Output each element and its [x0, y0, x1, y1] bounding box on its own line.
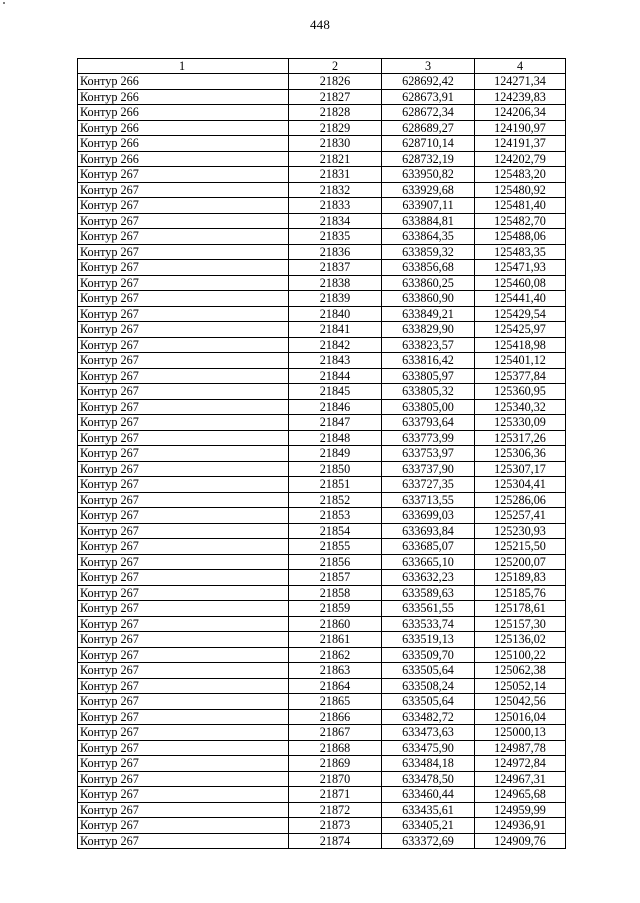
- contour-name-cell: Контур 267: [78, 740, 289, 756]
- x-coordinate-cell: 628692,42: [382, 74, 475, 90]
- contour-name-cell: Контур 267: [78, 461, 289, 477]
- table-row: [78, 353, 566, 369]
- point-number-cell: 21850: [289, 461, 382, 477]
- x-coordinate-cell: 633737,90: [382, 461, 475, 477]
- point-number-cell: 21841: [289, 322, 382, 338]
- point-number-cell: 21821: [289, 151, 382, 167]
- point-number-cell: 21853: [289, 508, 382, 524]
- table-row: [78, 756, 566, 772]
- y-coordinate-cell: 125401,12: [475, 353, 566, 369]
- contour-name-cell: Контур 267: [78, 787, 289, 803]
- point-number-cell: 21845: [289, 384, 382, 400]
- contour-name-cell: Контур 267: [78, 477, 289, 493]
- table-row: [78, 461, 566, 477]
- x-coordinate-cell: 633950,82: [382, 167, 475, 183]
- y-coordinate-cell: 125304,41: [475, 477, 566, 493]
- header-row: [78, 59, 566, 74]
- point-number-cell: 21860: [289, 616, 382, 632]
- x-coordinate-cell: 633685,07: [382, 539, 475, 555]
- y-coordinate-cell: 125016,04: [475, 709, 566, 725]
- contour-name-cell: Контур 267: [78, 260, 289, 276]
- table-row: [78, 694, 566, 710]
- y-coordinate-cell: 124202,79: [475, 151, 566, 167]
- scan-speck: [3, 2, 5, 4]
- table-row: [78, 74, 566, 90]
- table-row: [78, 446, 566, 462]
- x-coordinate-cell: 633561,55: [382, 601, 475, 617]
- y-coordinate-cell: 124987,78: [475, 740, 566, 756]
- x-coordinate-cell: 633632,23: [382, 570, 475, 586]
- table-row: [78, 89, 566, 105]
- table-row: [78, 833, 566, 849]
- contour-name-cell: Контур 267: [78, 167, 289, 183]
- x-coordinate-cell: 633793,64: [382, 415, 475, 431]
- y-coordinate-cell: 125307,17: [475, 461, 566, 477]
- table-row: [78, 585, 566, 601]
- point-number-cell: 21862: [289, 647, 382, 663]
- point-number-cell: 21828: [289, 105, 382, 121]
- y-coordinate-cell: 124936,91: [475, 818, 566, 834]
- table-row: [78, 492, 566, 508]
- contour-name-cell: Контур 266: [78, 136, 289, 152]
- y-coordinate-cell: 125482,70: [475, 213, 566, 229]
- table-row: [78, 554, 566, 570]
- x-coordinate-cell: 633484,18: [382, 756, 475, 772]
- x-coordinate-cell: 633482,72: [382, 709, 475, 725]
- y-coordinate-cell: 125483,35: [475, 244, 566, 260]
- y-coordinate-cell: 125488,06: [475, 229, 566, 245]
- point-number-cell: 21836: [289, 244, 382, 260]
- x-coordinate-cell: 633505,64: [382, 663, 475, 679]
- y-coordinate-cell: 125306,36: [475, 446, 566, 462]
- point-number-cell: 21843: [289, 353, 382, 369]
- y-coordinate-cell: 125000,13: [475, 725, 566, 741]
- y-coordinate-cell: 125215,50: [475, 539, 566, 555]
- x-coordinate-cell: 633475,90: [382, 740, 475, 756]
- contour-name-cell: Контур 267: [78, 833, 289, 849]
- x-coordinate-cell: 633829,90: [382, 322, 475, 338]
- y-coordinate-cell: 125052,14: [475, 678, 566, 694]
- y-coordinate-cell: 124972,84: [475, 756, 566, 772]
- point-number-cell: 21832: [289, 182, 382, 198]
- x-coordinate-cell: 633907,11: [382, 198, 475, 214]
- table-row: [78, 275, 566, 291]
- x-coordinate-cell: 633849,21: [382, 306, 475, 322]
- x-coordinate-cell: 633727,35: [382, 477, 475, 493]
- contour-name-cell: Контур 267: [78, 399, 289, 415]
- y-coordinate-cell: 124909,76: [475, 833, 566, 849]
- point-number-cell: 21826: [289, 74, 382, 90]
- point-number-cell: 21851: [289, 477, 382, 493]
- y-coordinate-cell: 125483,20: [475, 167, 566, 183]
- contour-name-cell: Контур 267: [78, 585, 289, 601]
- table-row: [78, 787, 566, 803]
- y-coordinate-cell: 125340,32: [475, 399, 566, 415]
- table-row: [78, 167, 566, 183]
- table-row: [78, 368, 566, 384]
- y-coordinate-cell: 125425,97: [475, 322, 566, 338]
- y-coordinate-cell: 125286,06: [475, 492, 566, 508]
- x-coordinate-cell: 633864,35: [382, 229, 475, 245]
- contour-name-cell: Контур 266: [78, 120, 289, 136]
- x-coordinate-cell: 633509,70: [382, 647, 475, 663]
- y-coordinate-cell: 125429,54: [475, 306, 566, 322]
- point-number-cell: 21864: [289, 678, 382, 694]
- y-coordinate-cell: 125418,98: [475, 337, 566, 353]
- contour-name-cell: Контур 267: [78, 601, 289, 617]
- x-coordinate-cell: 633508,24: [382, 678, 475, 694]
- contour-name-cell: Контур 267: [78, 802, 289, 818]
- x-coordinate-cell: 633860,90: [382, 291, 475, 307]
- table-body: [78, 74, 566, 849]
- contour-name-cell: Контур 266: [78, 89, 289, 105]
- contour-name-cell: Контур 267: [78, 322, 289, 338]
- x-coordinate-cell: 633665,10: [382, 554, 475, 570]
- y-coordinate-cell: 125157,30: [475, 616, 566, 632]
- y-coordinate-cell: 125257,41: [475, 508, 566, 524]
- contour-name-cell: Контур 267: [78, 632, 289, 648]
- x-coordinate-cell: 628689,27: [382, 120, 475, 136]
- y-coordinate-cell: 125230,93: [475, 523, 566, 539]
- point-number-cell: 21874: [289, 833, 382, 849]
- y-coordinate-cell: 124967,31: [475, 771, 566, 787]
- point-number-cell: 21839: [289, 291, 382, 307]
- point-number-cell: 21847: [289, 415, 382, 431]
- point-number-cell: 21863: [289, 663, 382, 679]
- table-row: [78, 601, 566, 617]
- x-coordinate-cell: 633435,61: [382, 802, 475, 818]
- table-row: [78, 229, 566, 245]
- point-number-cell: 21867: [289, 725, 382, 741]
- x-coordinate-cell: 628710,14: [382, 136, 475, 152]
- table-row: [78, 632, 566, 648]
- x-coordinate-cell: 628672,34: [382, 105, 475, 121]
- point-number-cell: 21846: [289, 399, 382, 415]
- y-coordinate-cell: 125377,84: [475, 368, 566, 384]
- point-number-cell: 21849: [289, 446, 382, 462]
- x-coordinate-cell: 633533,74: [382, 616, 475, 632]
- point-number-cell: 21865: [289, 694, 382, 710]
- contour-name-cell: Контур 267: [78, 213, 289, 229]
- y-coordinate-cell: 124206,34: [475, 105, 566, 121]
- y-coordinate-cell: 124965,68: [475, 787, 566, 803]
- y-coordinate-cell: 125360,95: [475, 384, 566, 400]
- contour-name-cell: Контур 267: [78, 368, 289, 384]
- contour-name-cell: Контур 267: [78, 570, 289, 586]
- table-row: [78, 384, 566, 400]
- x-coordinate-cell: 628732,19: [382, 151, 475, 167]
- x-coordinate-cell: 633405,21: [382, 818, 475, 834]
- y-coordinate-cell: 125481,40: [475, 198, 566, 214]
- table-row: [78, 399, 566, 415]
- contour-name-cell: Контур 267: [78, 818, 289, 834]
- x-coordinate-cell: 633929,68: [382, 182, 475, 198]
- x-coordinate-cell: 633805,00: [382, 399, 475, 415]
- table-row: [78, 771, 566, 787]
- y-coordinate-cell: 124190,97: [475, 120, 566, 136]
- x-coordinate-cell: 633805,97: [382, 368, 475, 384]
- contour-name-cell: Контур 267: [78, 694, 289, 710]
- x-coordinate-cell: 633713,55: [382, 492, 475, 508]
- contour-name-cell: Контур 267: [78, 182, 289, 198]
- x-coordinate-cell: 633460,44: [382, 787, 475, 803]
- table-row: [78, 725, 566, 741]
- contour-name-cell: Контур 267: [78, 709, 289, 725]
- table-row: [78, 740, 566, 756]
- y-coordinate-cell: 125317,26: [475, 430, 566, 446]
- x-coordinate-cell: 633473,63: [382, 725, 475, 741]
- coordinates-table: [77, 58, 566, 849]
- point-number-cell: 21869: [289, 756, 382, 772]
- y-coordinate-cell: 124239,83: [475, 89, 566, 105]
- contour-name-cell: Контур 267: [78, 384, 289, 400]
- point-number-cell: 21838: [289, 275, 382, 291]
- table-row: [78, 802, 566, 818]
- x-coordinate-cell: 633699,03: [382, 508, 475, 524]
- table-row: [78, 213, 566, 229]
- point-number-cell: 21856: [289, 554, 382, 570]
- point-number-cell: 21833: [289, 198, 382, 214]
- contour-name-cell: Контур 267: [78, 306, 289, 322]
- y-coordinate-cell: 125471,93: [475, 260, 566, 276]
- table-row: [78, 430, 566, 446]
- x-coordinate-cell: 628673,91: [382, 89, 475, 105]
- point-number-cell: 21831: [289, 167, 382, 183]
- point-number-cell: 21837: [289, 260, 382, 276]
- contour-name-cell: Контур 267: [78, 725, 289, 741]
- contour-name-cell: Контур 267: [78, 508, 289, 524]
- x-coordinate-cell: 633859,32: [382, 244, 475, 260]
- y-coordinate-cell: 125189,83: [475, 570, 566, 586]
- contour-name-cell: Контур 267: [78, 678, 289, 694]
- point-number-cell: 21861: [289, 632, 382, 648]
- y-coordinate-cell: 125136,02: [475, 632, 566, 648]
- point-number-cell: 21848: [289, 430, 382, 446]
- x-coordinate-cell: 633589,63: [382, 585, 475, 601]
- table-row: [78, 663, 566, 679]
- contour-name-cell: Контур 267: [78, 523, 289, 539]
- y-coordinate-cell: 125480,92: [475, 182, 566, 198]
- x-coordinate-cell: 633816,42: [382, 353, 475, 369]
- x-coordinate-cell: 633773,99: [382, 430, 475, 446]
- point-number-cell: 21866: [289, 709, 382, 725]
- table-row: [78, 570, 566, 586]
- point-number-cell: 21827: [289, 89, 382, 105]
- contour-name-cell: Контур 267: [78, 554, 289, 570]
- x-coordinate-cell: 633856,68: [382, 260, 475, 276]
- y-coordinate-cell: 125185,76: [475, 585, 566, 601]
- header-col-3: 3: [382, 59, 475, 74]
- contour-name-cell: Контур 267: [78, 353, 289, 369]
- table-row: [78, 151, 566, 167]
- point-number-cell: 21852: [289, 492, 382, 508]
- table-row: [78, 260, 566, 276]
- contour-name-cell: Контур 266: [78, 151, 289, 167]
- contour-name-cell: Контур 267: [78, 771, 289, 787]
- table-row: [78, 182, 566, 198]
- contour-name-cell: Контур 267: [78, 291, 289, 307]
- y-coordinate-cell: 125042,56: [475, 694, 566, 710]
- contour-name-cell: Контур 267: [78, 492, 289, 508]
- table-row: [78, 291, 566, 307]
- contour-name-cell: Контур 267: [78, 229, 289, 245]
- table-row: [78, 415, 566, 431]
- table-row: [78, 198, 566, 214]
- point-number-cell: 21855: [289, 539, 382, 555]
- point-number-cell: 21872: [289, 802, 382, 818]
- y-coordinate-cell: 125178,61: [475, 601, 566, 617]
- y-coordinate-cell: 125441,40: [475, 291, 566, 307]
- x-coordinate-cell: 633823,57: [382, 337, 475, 353]
- x-coordinate-cell: 633519,13: [382, 632, 475, 648]
- header-col-4: 4: [475, 59, 566, 74]
- contour-name-cell: Контур 266: [78, 74, 289, 90]
- x-coordinate-cell: 633372,69: [382, 833, 475, 849]
- x-coordinate-cell: 633505,64: [382, 694, 475, 710]
- point-number-cell: 21834: [289, 213, 382, 229]
- contour-name-cell: Контур 267: [78, 616, 289, 632]
- point-number-cell: 21858: [289, 585, 382, 601]
- table-row: [78, 539, 566, 555]
- table-row: [78, 508, 566, 524]
- point-number-cell: 21830: [289, 136, 382, 152]
- y-coordinate-cell: 125100,22: [475, 647, 566, 663]
- point-number-cell: 21859: [289, 601, 382, 617]
- point-number-cell: 21844: [289, 368, 382, 384]
- point-number-cell: 21840: [289, 306, 382, 322]
- y-coordinate-cell: 125330,09: [475, 415, 566, 431]
- contour-name-cell: Контур 267: [78, 337, 289, 353]
- point-number-cell: 21835: [289, 229, 382, 245]
- point-number-cell: 21873: [289, 818, 382, 834]
- header-col-2: 2: [289, 59, 382, 74]
- contour-name-cell: Контур 267: [78, 244, 289, 260]
- y-coordinate-cell: 124191,37: [475, 136, 566, 152]
- table-row: [78, 105, 566, 121]
- x-coordinate-cell: 633478,50: [382, 771, 475, 787]
- x-coordinate-cell: 633884,81: [382, 213, 475, 229]
- table-row: [78, 523, 566, 539]
- contour-name-cell: Контур 267: [78, 446, 289, 462]
- contour-name-cell: Контур 267: [78, 663, 289, 679]
- x-coordinate-cell: 633805,32: [382, 384, 475, 400]
- y-coordinate-cell: 125062,38: [475, 663, 566, 679]
- y-coordinate-cell: 125460,08: [475, 275, 566, 291]
- point-number-cell: 21857: [289, 570, 382, 586]
- table-row: [78, 709, 566, 725]
- table-row: [78, 306, 566, 322]
- table-row: [78, 818, 566, 834]
- header-col-1: 1: [78, 59, 289, 74]
- contour-name-cell: Контур 266: [78, 105, 289, 121]
- table-row: [78, 136, 566, 152]
- x-coordinate-cell: 633753,97: [382, 446, 475, 462]
- point-number-cell: 21871: [289, 787, 382, 803]
- point-number-cell: 21870: [289, 771, 382, 787]
- x-coordinate-cell: 633693,84: [382, 523, 475, 539]
- point-number-cell: 21854: [289, 523, 382, 539]
- contour-name-cell: Контур 267: [78, 647, 289, 663]
- contour-name-cell: Контур 267: [78, 415, 289, 431]
- contour-name-cell: Контур 267: [78, 430, 289, 446]
- contour-name-cell: Контур 267: [78, 275, 289, 291]
- table-row: [78, 647, 566, 663]
- contour-name-cell: Контур 267: [78, 198, 289, 214]
- y-coordinate-cell: 125200,07: [475, 554, 566, 570]
- table-row: [78, 337, 566, 353]
- table-header: [78, 59, 566, 74]
- table-row: [78, 244, 566, 260]
- point-number-cell: 21842: [289, 337, 382, 353]
- table-row: [78, 616, 566, 632]
- x-coordinate-cell: 633860,25: [382, 275, 475, 291]
- page-number: 448: [309, 17, 331, 32]
- y-coordinate-cell: 124271,34: [475, 74, 566, 90]
- point-number-cell: 21868: [289, 740, 382, 756]
- table-row: [78, 322, 566, 338]
- contour-name-cell: Контур 267: [78, 756, 289, 772]
- table-row: [78, 477, 566, 493]
- contour-name-cell: Контур 267: [78, 539, 289, 555]
- point-number-cell: 21829: [289, 120, 382, 136]
- y-coordinate-cell: 124959,99: [475, 802, 566, 818]
- table-row: [78, 120, 566, 136]
- table-row: [78, 678, 566, 694]
